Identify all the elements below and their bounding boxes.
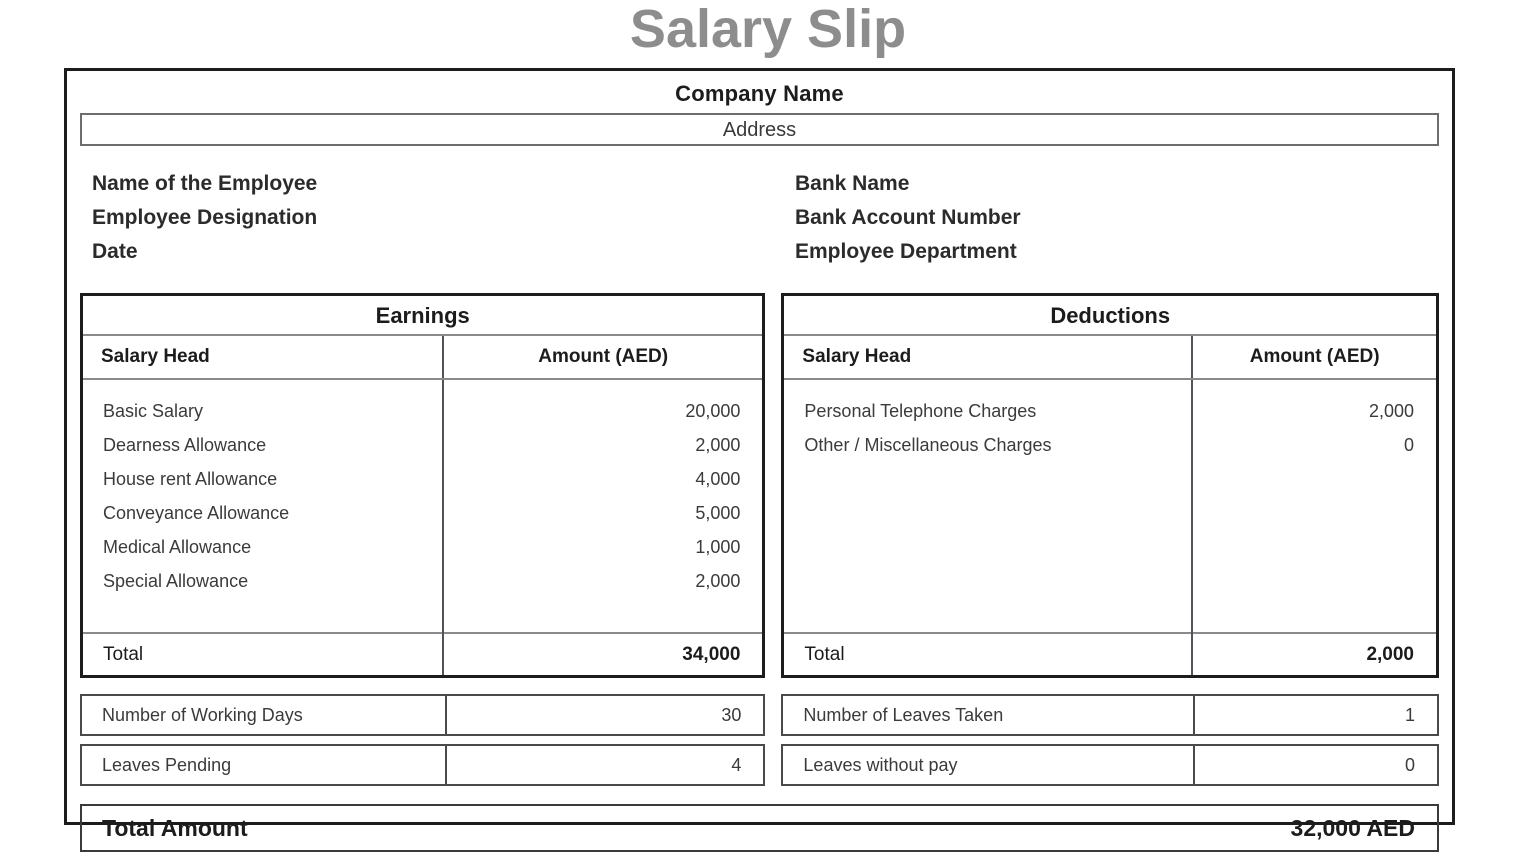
deductions-panel <box>781 293 1439 678</box>
employee-info-left-column <box>67 167 779 269</box>
address-field[interactable]: Address <box>80 113 1439 146</box>
total-amount-bar <box>80 804 1439 852</box>
leaves-pending-value[interactable]: 4 <box>731 755 742 775</box>
earnings-row-amount: 20,000 <box>443 379 762 428</box>
earnings-row-amount: 5,000 <box>443 496 762 530</box>
leaves-row-bottom <box>80 744 1439 786</box>
label-employee-name: Name of the Employee <box>92 172 318 195</box>
deductions-empty-row <box>784 496 1436 530</box>
earnings-row-label: Conveyance Allowance <box>103 502 290 523</box>
spacer-cell <box>443 598 762 633</box>
label-employee-department: Employee Department <box>795 240 1017 263</box>
working-days-label: Number of Working Days <box>82 696 447 734</box>
deductions-title: Deductions <box>784 296 1436 336</box>
earnings-deductions-section <box>67 293 1452 678</box>
deductions-header-row <box>784 336 1436 379</box>
empty-cell <box>1192 530 1436 564</box>
spacer-cell <box>784 598 1192 633</box>
leaves-without-pay-value[interactable]: 0 <box>1404 755 1415 775</box>
earnings-spacer <box>83 598 762 633</box>
earnings-row-label: Medical Allowance <box>103 536 252 557</box>
earnings-total-amount: 34,000 <box>443 633 762 675</box>
leaves-without-pay-box <box>781 744 1439 786</box>
label-employee-designation: Employee Designation <box>92 206 318 229</box>
earnings-row-amount: 4,000 <box>443 462 762 496</box>
table-row <box>83 496 762 530</box>
earnings-panel <box>80 293 765 678</box>
earnings-row-label: Special Allowance <box>103 570 249 591</box>
deductions-row-label: Personal Telephone Charges <box>804 400 1037 421</box>
deductions-table <box>784 336 1436 675</box>
deductions-row-label: Other / Miscellaneous Charges <box>804 434 1052 455</box>
total-amount-label: Total Amount <box>102 814 248 841</box>
spacer-cell <box>83 598 443 633</box>
empty-cell <box>784 462 1192 496</box>
net-total-section <box>67 804 1452 852</box>
company-name: Company Name <box>675 81 844 106</box>
leaves-pending-label: Leaves Pending <box>82 746 447 784</box>
table-row <box>83 379 762 428</box>
salary-slip-frame <box>64 68 1455 841</box>
deductions-empty-row <box>784 530 1436 564</box>
earnings-row-amount: 2,000 <box>443 428 762 462</box>
earnings-header-row <box>83 336 762 379</box>
table-row <box>83 428 762 462</box>
earnings-total-row <box>83 633 762 675</box>
employee-info-section <box>67 146 1452 269</box>
label-date: Date <box>92 240 138 263</box>
leaves-pending-box <box>80 744 765 786</box>
leaves-taken-label: Number of Leaves Taken <box>783 696 1195 734</box>
deductions-total-amount: 2,000 <box>1192 633 1436 675</box>
table-row <box>83 564 762 598</box>
earnings-table <box>83 336 762 675</box>
deductions-row-amount: 2,000 <box>1192 379 1436 428</box>
deductions-row-amount: 0 <box>1192 428 1436 462</box>
earnings-col-salary-head: Salary Head <box>83 336 443 379</box>
leaves-taken-box <box>781 694 1439 736</box>
empty-cell <box>784 564 1192 598</box>
earnings-col-amount: Amount (AED) <box>443 336 762 379</box>
table-row <box>83 462 762 496</box>
leaves-without-pay-label: Leaves without pay <box>783 746 1195 784</box>
working-days-box <box>80 694 765 736</box>
employee-info-right-column <box>779 167 1439 269</box>
empty-cell <box>1192 496 1436 530</box>
table-row <box>784 428 1436 462</box>
earnings-row-label: Basic Salary <box>103 400 204 421</box>
earnings-total-label: Total <box>83 633 443 675</box>
earnings-row-amount: 1,000 <box>443 530 762 564</box>
label-bank-account-number: Bank Account Number <box>795 206 1021 229</box>
empty-cell <box>784 496 1192 530</box>
empty-cell <box>1192 564 1436 598</box>
leaves-row-top <box>80 694 1439 736</box>
table-row <box>83 530 762 564</box>
deductions-empty-row <box>784 462 1436 496</box>
deductions-empty-row <box>784 564 1436 598</box>
empty-cell <box>1192 462 1436 496</box>
leaves-section <box>67 694 1452 786</box>
table-row <box>784 379 1436 428</box>
earnings-row-label: Dearness Allowance <box>103 434 267 455</box>
earnings-row-amount: 2,000 <box>443 564 762 598</box>
label-bank-name: Bank Name <box>795 172 910 195</box>
deductions-spacer <box>784 598 1436 633</box>
working-days-value[interactable]: 30 <box>721 705 742 725</box>
page-title: Salary Slip <box>629 0 907 59</box>
deductions-total-label: Total <box>784 633 1192 675</box>
earnings-row-label: House rent Allowance <box>103 468 278 489</box>
spacer-cell <box>1192 598 1436 633</box>
deductions-col-amount: Amount (AED) <box>1192 336 1436 379</box>
earnings-title: Earnings <box>83 296 762 336</box>
deductions-total-row <box>784 633 1436 675</box>
deductions-col-salary-head: Salary Head <box>784 336 1192 379</box>
leaves-taken-value[interactable]: 1 <box>1404 705 1415 725</box>
empty-cell <box>784 530 1192 564</box>
total-amount-value: 32,000 AED <box>1290 814 1415 841</box>
